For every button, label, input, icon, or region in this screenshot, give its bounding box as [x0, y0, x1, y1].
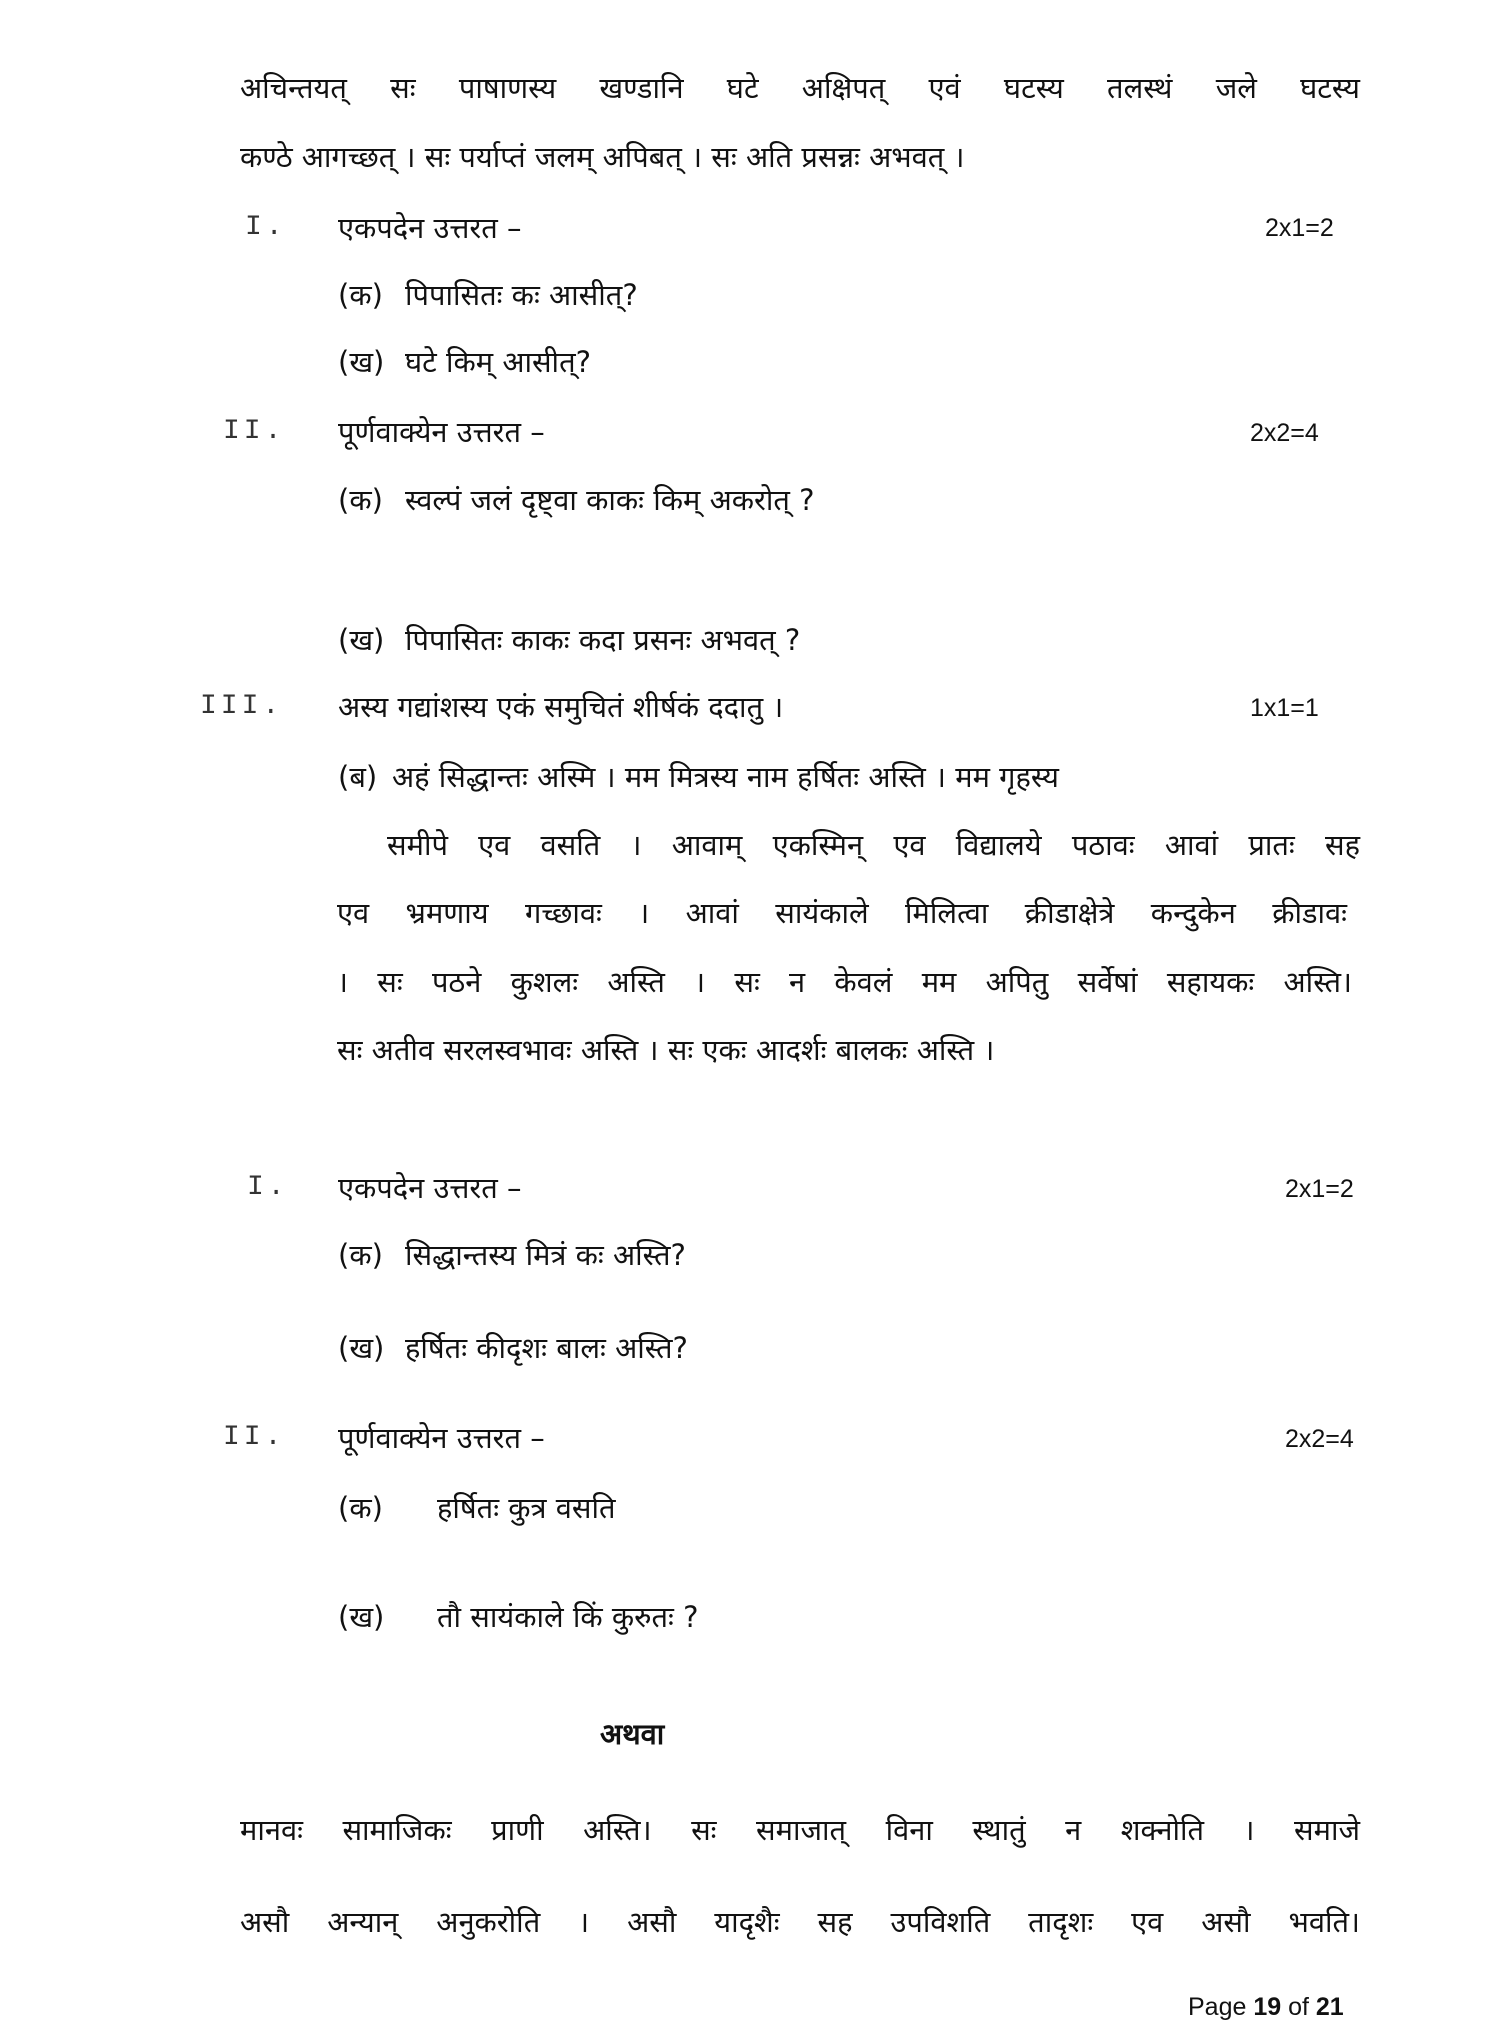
question-heading: अस्य गद्यांशस्य एकं समुचितं शीर्षकं ददातु ।	[338, 690, 784, 724]
passage2-line-1: अहं सिद्धान्तः अस्मि । मम मित्रस्य नाम हर्षितः अस्ति । मम गृहस्य	[392, 760, 1059, 794]
passage3-line-2: असौ अन्यान् अनुकरोति । असौ यादृशैः सह उपविशति तादृशः एव असौ भवति।	[240, 1905, 1360, 1939]
question-numeral: II.	[223, 416, 286, 447]
question-numeral: I.	[245, 212, 287, 243]
marks-label: 2x1=2	[1285, 1175, 1354, 1203]
passage1-line-2: कण्ठे आगच्छत् । सः पर्याप्तं जलम् अपिबत् । सः अति प्रसन्नः अभवत् ।	[240, 140, 965, 174]
page-current: 19	[1253, 1993, 1282, 2021]
question-heading: पूर्णवाक्येन उत्तरत –	[338, 415, 545, 449]
page-middle: of	[1281, 1993, 1316, 2021]
page-total: 21	[1315, 1993, 1344, 2021]
sub-question-text: स्वल्पं जलं दृष्ट्वा काकः किम् अकरोत् ?	[405, 483, 815, 517]
sub-question-label: (क)	[338, 1491, 383, 1525]
sub-question-text: सिद्धान्तस्य मित्रं कः अस्ति?	[405, 1238, 686, 1272]
sub-question-label: (क)	[338, 483, 383, 517]
marks-label: 2x2=4	[1250, 419, 1319, 447]
marks-label: 2x1=2	[1265, 214, 1334, 242]
question-numeral: III.	[200, 691, 284, 722]
sub-question-label: (ख)	[338, 1600, 385, 1634]
sub-question-label: (क)	[338, 1238, 383, 1272]
question-heading: पूर्णवाक्येन उत्तरत –	[338, 1421, 545, 1455]
marks-label: 2x2=4	[1285, 1425, 1354, 1453]
sub-question-text: तौ सायंकाले किं कुरुतः ?	[437, 1600, 699, 1634]
passage2-line-3: एव भ्रमणाय गच्छावः । आवां सायंकाले मिलित्वा क्रीडाक्षेत्रे कन्दुकेन क्रीडावः	[337, 896, 1347, 930]
sub-question-label: (ख)	[338, 345, 385, 379]
sub-question-label: (ख)	[338, 623, 385, 657]
question-heading: एकपदेन उत्तरत –	[338, 1171, 522, 1205]
sub-question-text: हर्षितः कीदृशः बालः अस्ति?	[405, 1331, 688, 1365]
page-prefix: Page	[1188, 1993, 1254, 2021]
question-heading: एकपदेन उत्तरत –	[338, 211, 522, 245]
sub-question-label: (क)	[338, 278, 383, 312]
passage2-label: (ब)	[338, 760, 378, 794]
passage1-line-1: अचिन्तयत् सः पाषाणस्य खण्डानि घटे अक्षिपत् एवं घटस्य तलस्थं जले घटस्य	[240, 71, 1360, 105]
question-numeral: II.	[223, 1422, 286, 1453]
passage2-line-4: । सः पठने कुशलः अस्ति । सः न केवलं मम अपितु सर्वेषां सहायकः अस्ति।	[337, 965, 1352, 999]
sub-question-label: (ख)	[338, 1331, 385, 1365]
sub-question-text: हर्षितः कुत्र वसति	[437, 1491, 616, 1525]
page-number	[1188, 1990, 1344, 2024]
passage2-line-5: सः अतीव सरलस्वभावः अस्ति । सः एकः आदर्शः बालकः अस्ति ।	[337, 1033, 995, 1067]
passage3-line-1: मानवः सामाजिकः प्राणी अस्ति। सः समाजात् विना स्थातुं न शक्नोति । समाजे	[240, 1813, 1360, 1847]
sub-question-text: पिपासितः कः आसीत्?	[405, 278, 638, 312]
athava-heading: अथवा	[600, 1717, 665, 1751]
marks-label: 1x1=1	[1250, 694, 1319, 722]
passage2-line-2: समीपे एव वसति । आवाम् एकस्मिन् एव विद्यालये पठावः आवां प्रातः सह	[387, 828, 1360, 862]
sub-question-text: घटे किम् आसीत्?	[405, 345, 591, 379]
sub-question-text: पिपासितः काकः कदा प्रसनः अभवत् ?	[405, 623, 801, 657]
question-numeral: I.	[247, 1172, 289, 1203]
